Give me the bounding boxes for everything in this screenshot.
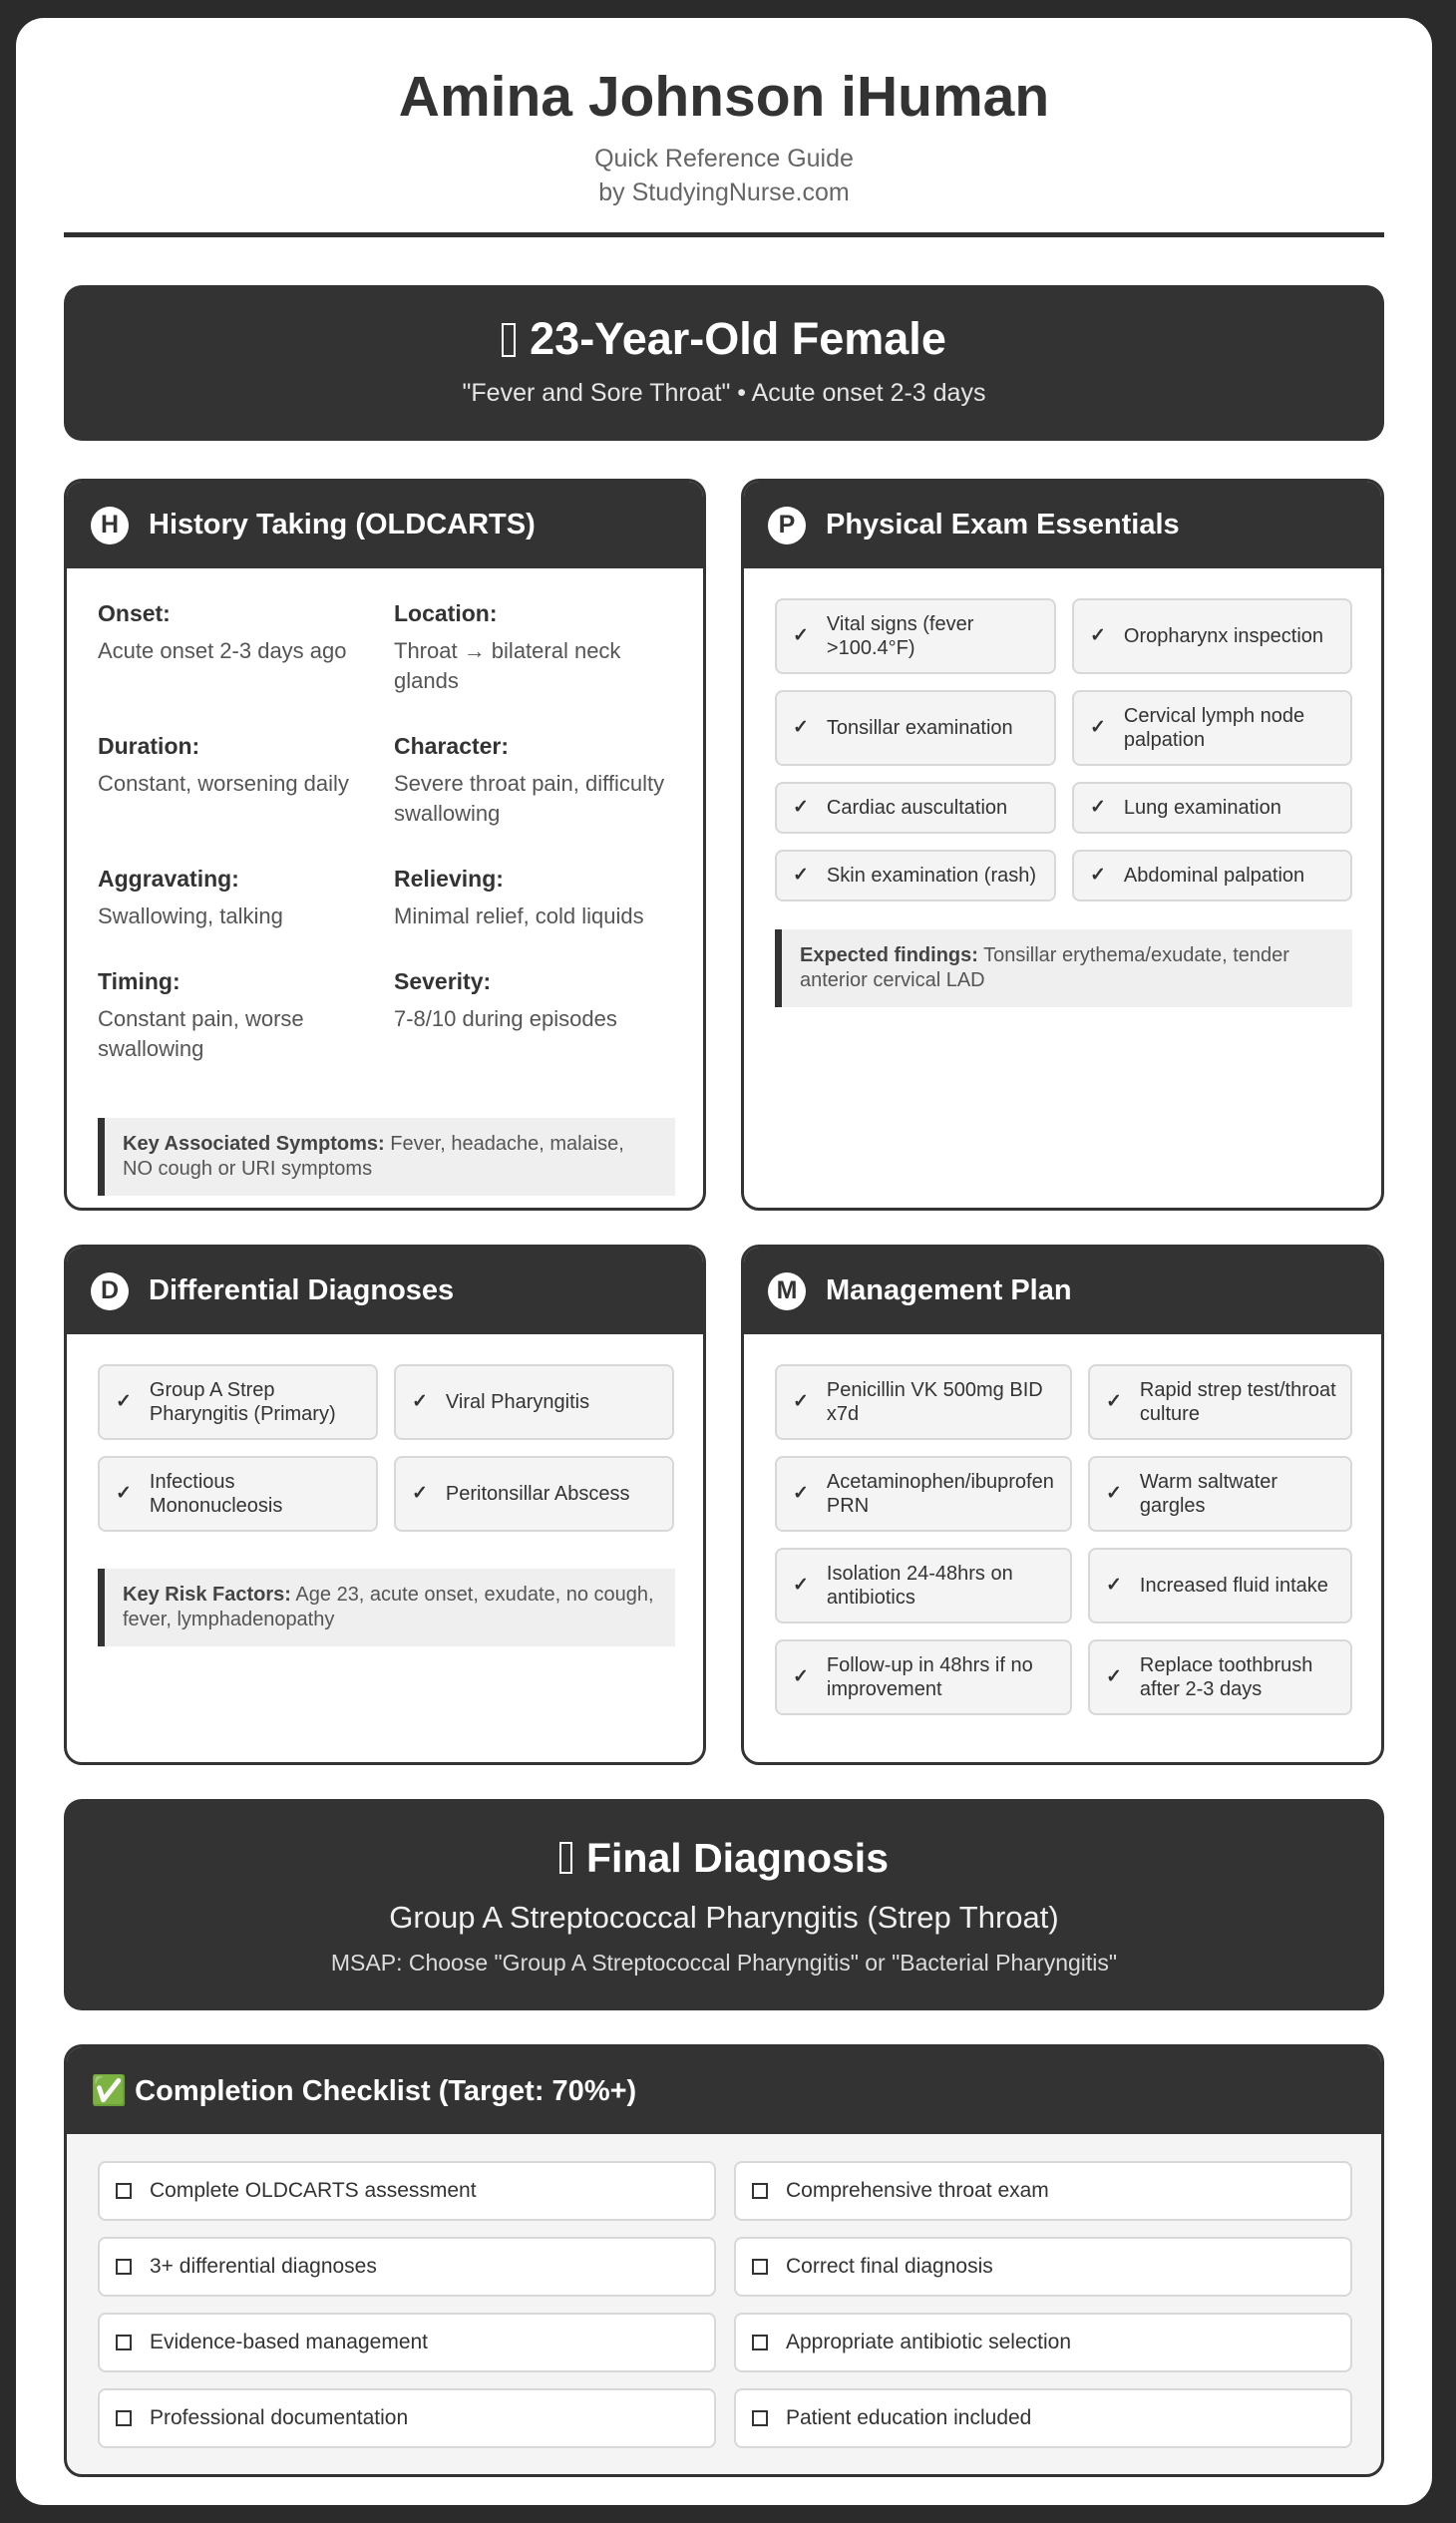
differential-title: Differential Diagnoses bbox=[149, 1274, 455, 1306]
checklist-item[interactable]: Complete OLDCARTS assessment bbox=[98, 2161, 716, 2221]
check-icon: ✓ bbox=[1106, 1575, 1122, 1596]
diagnosis-item: ✓ Infectious Mononucleosis bbox=[98, 1456, 378, 1532]
check-icon: ✓ bbox=[116, 1483, 132, 1504]
differential-badge: D bbox=[91, 1272, 129, 1310]
check-icon: ✓ bbox=[793, 797, 809, 818]
target-icon bbox=[559, 1842, 572, 1874]
check-icon: ✓ bbox=[1090, 717, 1106, 738]
msap-note: MSAP: Choose "Group A Streptococcal Pharyngitis" or "Bacterial Pharyngitis" bbox=[330, 1950, 1118, 1976]
exam-item: ✓ Lung examination bbox=[1072, 782, 1352, 834]
check-icon: ✓ bbox=[1090, 625, 1106, 646]
differential-card bbox=[64, 1245, 706, 1765]
management-header bbox=[744, 1248, 1381, 1334]
oldcarts-item: Duration: Constant, worsening daily bbox=[98, 733, 349, 796]
patient-banner bbox=[64, 285, 1384, 441]
diagnosis-item: ✓ Peritonsillar Abscess bbox=[394, 1456, 674, 1532]
exam-item: ✓ Tonsillar examination bbox=[775, 690, 1056, 766]
diagnosis-item: ✓ Viral Pharyngitis bbox=[394, 1364, 674, 1440]
management-card bbox=[741, 1245, 1384, 1765]
plan-item: ✓ Increased fluid intake bbox=[1088, 1548, 1352, 1623]
checklist-item[interactable]: Patient education included bbox=[734, 2388, 1352, 2448]
oldcarts-item: Relieving: Minimal relief, cold liquids bbox=[394, 866, 644, 928]
plan-item: ✓ Replace toothbrush after 2-3 days bbox=[1088, 1639, 1352, 1715]
exam-item: ✓ Vital signs (fever >100.4°F) bbox=[775, 598, 1056, 674]
final-title: Final Diagnosis bbox=[586, 1835, 889, 1881]
check-icon: ✓ bbox=[1090, 865, 1106, 886]
checkbox-icon[interactable] bbox=[116, 2183, 132, 2199]
page-subtitle: Quick Reference Guide bbox=[594, 145, 854, 173]
exam-item: ✓ Skin examination (rash) bbox=[775, 850, 1056, 901]
physical-exam-list bbox=[775, 598, 1352, 901]
page-title: Amina Johnson iHuman bbox=[398, 65, 1050, 129]
checkbox-icon[interactable] bbox=[752, 2259, 768, 2275]
check-icon: ✓ bbox=[412, 1391, 428, 1412]
check-icon: ✓ bbox=[793, 1391, 809, 1412]
checklist-item[interactable]: Comprehensive throat exam bbox=[734, 2161, 1352, 2221]
physical-exam-header bbox=[744, 482, 1381, 568]
check-icon: ✓ bbox=[793, 1483, 809, 1504]
checkbox-icon[interactable] bbox=[116, 2335, 132, 2350]
check-icon: ✓ bbox=[1090, 797, 1106, 818]
checklist-list bbox=[98, 2161, 1352, 2448]
plan-item: ✓ Acetaminophen/ibuprofen PRN bbox=[775, 1456, 1072, 1532]
check-icon: ✓ bbox=[116, 1391, 132, 1412]
checklist-item[interactable]: Appropriate antibiotic selection bbox=[734, 2313, 1352, 2372]
page bbox=[16, 18, 1432, 2505]
oldcarts-grid bbox=[67, 568, 703, 1099]
physical-title: Physical Exam Essentials bbox=[826, 509, 1180, 541]
plan-item: ✓ Penicillin VK 500mg BID x7d bbox=[775, 1364, 1072, 1440]
plan-item: ✓ Isolation 24-48hrs on antibiotics bbox=[775, 1548, 1072, 1623]
physical-badge: P bbox=[768, 507, 806, 544]
check-icon: ✓ bbox=[793, 717, 809, 738]
oldcarts-item: Character: Severe throat pain, difficulty swallowing bbox=[394, 733, 665, 826]
oldcarts-item: Severity: 7-8/10 during episodes bbox=[394, 968, 617, 1031]
exam-item: ✓ Oropharynx inspection bbox=[1072, 598, 1352, 674]
differential-header bbox=[67, 1248, 703, 1334]
checklist-header bbox=[67, 2047, 1381, 2134]
check-icon: ✓ bbox=[793, 1575, 809, 1596]
header bbox=[64, 18, 1384, 237]
differential-list bbox=[98, 1364, 675, 1532]
diagnosis-item: ✓ Group A Strep Pharyngitis (Primary) bbox=[98, 1364, 378, 1440]
plan-item: ✓ Follow-up in 48hrs if no improvement bbox=[775, 1639, 1072, 1715]
chief-complaint: "Fever and Sore Throat" • Acute onset 2-3 days bbox=[462, 379, 986, 407]
checkbox-icon[interactable] bbox=[752, 2183, 768, 2199]
physical-exam-card bbox=[741, 479, 1384, 1211]
patient-title: 23-Year-Old Female bbox=[530, 313, 946, 364]
oldcarts-item: Timing: Constant pain, worse swallowing bbox=[98, 968, 304, 1061]
exam-item: ✓ Abdominal palpation bbox=[1072, 850, 1352, 901]
exam-item: ✓ Cardiac auscultation bbox=[775, 782, 1056, 834]
history-title: History Taking (OLDCARTS) bbox=[149, 509, 536, 541]
checklist-item[interactable]: Evidence-based management bbox=[98, 2313, 716, 2372]
risk-factors-note: Key Risk Factors: Age 23, acute onset, exudate, no cough, fever, lymphadenopathy bbox=[98, 1569, 675, 1646]
expected-findings-note: Expected findings: Tonsillar erythema/exudate, tender anterior cervical LAD bbox=[775, 929, 1352, 1007]
user-icon bbox=[502, 323, 516, 357]
exam-item: ✓ Cervical lymph node palpation bbox=[1072, 690, 1352, 766]
check-icon: ✓ bbox=[1106, 1391, 1122, 1412]
check-icon: ✓ bbox=[793, 625, 809, 646]
management-list bbox=[775, 1364, 1352, 1715]
checkbox-icon[interactable] bbox=[752, 2335, 768, 2350]
oldcarts-item: Aggravating: Swallowing, talking bbox=[98, 866, 283, 928]
oldcarts-item: Onset: Acute onset 2-3 days ago bbox=[98, 600, 347, 663]
checklist-item[interactable]: Professional documentation bbox=[98, 2388, 716, 2448]
check-icon: ✓ bbox=[1106, 1483, 1122, 1504]
management-title: Management Plan bbox=[826, 1274, 1072, 1306]
history-card bbox=[64, 479, 706, 1211]
checkbox-icon[interactable] bbox=[116, 2259, 132, 2275]
checkbox-icon[interactable] bbox=[752, 2410, 768, 2426]
check-icon: ✓ bbox=[1106, 1666, 1122, 1687]
management-badge: M bbox=[768, 1272, 806, 1310]
page-byline: by StudyingNurse.com bbox=[598, 179, 850, 206]
checklist-card bbox=[64, 2044, 1384, 2477]
checklist-item[interactable]: Correct final diagnosis bbox=[734, 2237, 1352, 2297]
check-icon: ✓ bbox=[412, 1483, 428, 1504]
oldcarts-item: Location: Throat → bilateral neck glands bbox=[394, 600, 621, 693]
history-badge: H bbox=[91, 507, 129, 544]
check-icon: ✓ bbox=[793, 865, 809, 886]
history-header bbox=[67, 482, 703, 568]
associated-symptoms-note: Key Associated Symptoms: Fever, headache, malaise, NO cough or URI symptoms bbox=[98, 1118, 675, 1196]
checkbox-icon[interactable] bbox=[116, 2410, 132, 2426]
final-diagnosis: Group A Streptococcal Pharyngitis (Strep Throat) bbox=[389, 1900, 1059, 1935]
check-icon: ✓ bbox=[793, 1666, 809, 1687]
plan-item: ✓ Rapid strep test/throat culture bbox=[1088, 1364, 1352, 1440]
checklist-title: ✅ Completion Checklist (Target: 70%+) bbox=[91, 2074, 637, 2107]
plan-item: ✓ Warm saltwater gargles bbox=[1088, 1456, 1352, 1532]
checklist-item[interactable]: 3+ differential diagnoses bbox=[98, 2237, 716, 2297]
final-diagnosis-banner bbox=[64, 1799, 1384, 2010]
